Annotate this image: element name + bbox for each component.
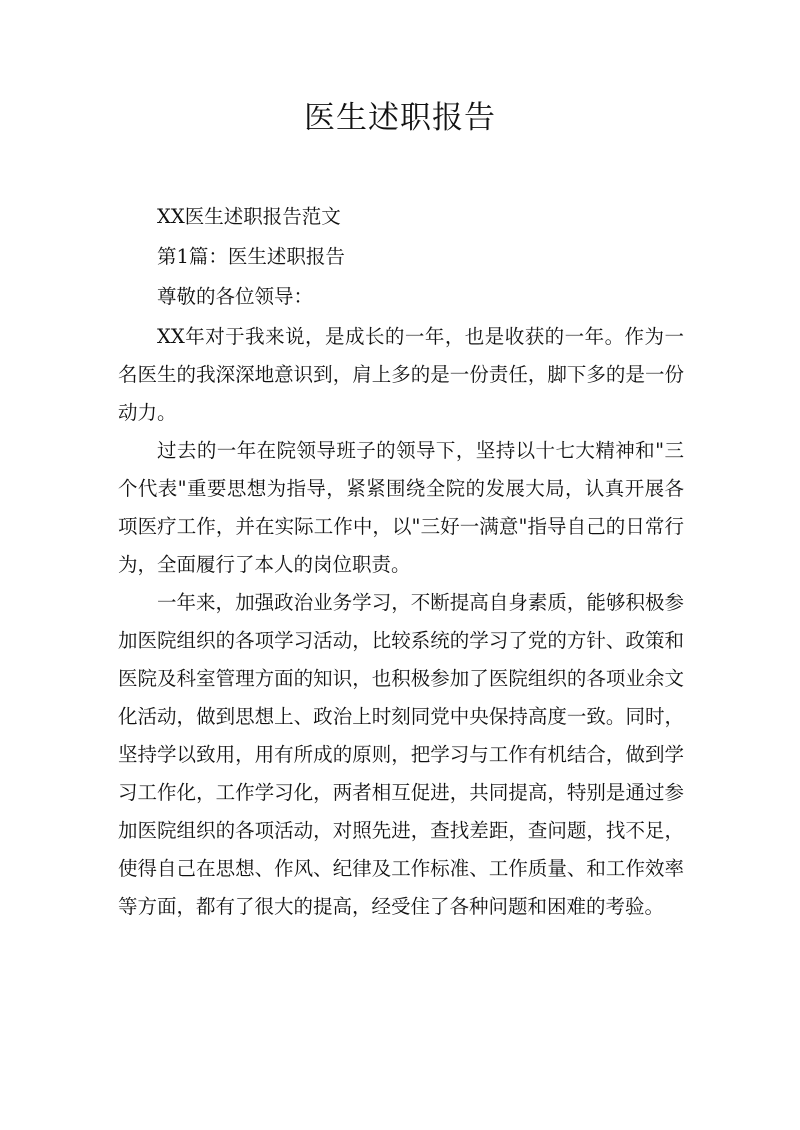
paragraph-intro: XX年对于我来说，是成长的一年，也是收获的一年。作为一名医生的我深深地意识到，肩上多的是一份责任，脚下多的是一份动力。: [118, 325, 684, 424]
document-title: 医生述职报告: [304, 100, 496, 136]
document-body: [118, 198, 684, 926]
paragraph-subtitle: XX医生述职报告范文: [157, 205, 341, 228]
paragraph-study: 一年来，加强政治业务学习，不断提高自身素质，能够积极参加医院组织的各项学习活动，比较系统的学习了党的方针、政策和医院及科室管理方面的知识，也积极参加了医院组织的各项业余文化活动，做到思想上、政治上时刻同党中央保持高度一致。同时，坚持学以致用，用有所成的原则，把学习与工作有机结合，做到学习工作化，工作学习化，两者相互促进，共同提高，特别是通过参加医院组织的各项活动，对照先进，查找差距，查问题，找不足，使得自己在思想、作风、纪律及工作标准、工作质量、和工作效率等方面，都有了很大的提高，经受住了各种问题和困难的考验。: [118, 591, 684, 918]
paragraph-guidance: 过去的一年在院领导班子的领导下，坚持以十七大精神和"三个代表"重要思想为指导，紧紧围绕全院的发展大局，认真开展各项医疗工作，并在实际工作中，以"三好一满意"指导自己的日常行为，全面履行了本人的岗位职责。: [118, 439, 684, 576]
paragraph-salutation: 尊敬的各位领导：: [157, 285, 314, 308]
paragraph-chapter-heading: 第1篇：医生述职报告: [157, 245, 345, 268]
